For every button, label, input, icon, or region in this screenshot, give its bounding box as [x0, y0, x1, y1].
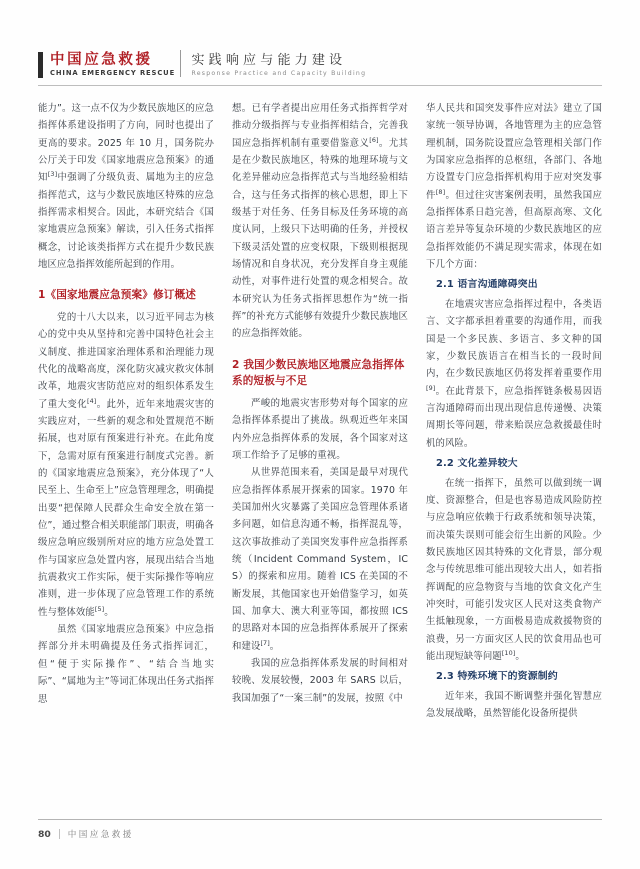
- paragraph: [38, 100, 214, 273]
- subsection-heading-2-1: 2.1 语言沟通障碍突出: [436, 279, 538, 291]
- text-column-2: [232, 100, 408, 790]
- paragraph: 我国的应急指挥体系发展的时间相对较晚、发展较慢，2003 年 SARS 以后，我国加强了“一案三制”的发展，按照《中: [232, 657, 408, 704]
- section-heading-2: 2 我国少数民族地区地震应急指挥体系的短板与不足: [232, 358, 405, 388]
- text-column-1: [38, 100, 214, 790]
- masthead-header: [38, 42, 602, 78]
- footer-journal-name: 中国应急救援: [67, 830, 134, 840]
- masthead-section-block: [191, 52, 366, 78]
- paragraph: [38, 309, 214, 621]
- paragraph-text: 想。已有学者提出应用任务式指挥哲学对推动分级指挥与专业指挥相结合，完善我国应急指挥机制有重要借鉴意义: [232, 103, 408, 149]
- reference-marker: [5]: [94, 604, 105, 613]
- page-number: 80: [38, 828, 51, 840]
- paragraph-text-end: 。: [515, 650, 525, 662]
- footer-separator: [59, 829, 60, 839]
- paragraph-text-end: 。: [269, 640, 280, 652]
- paragraph: 虽然《国家地震应急预案》中应急指挥部分并未明确提及任务式指挥词汇，但“便于实际操作”、“结合当地实际”、“属地为主”等词汇体现出任务式指挥思: [38, 624, 214, 705]
- masthead-section-cn: 实践响应与能力建设: [191, 53, 347, 68]
- masthead-divider: [180, 50, 181, 77]
- paragraph-text: 华人民共和国突发事件应对法》建立了国家统一领导协调，各地管理为主的应急管理机制，国务院设置应急管理相关部门作为国家应急指挥的总枢纽，各部门、各地方设置专门应急指挥机构用于应对突发事件: [426, 103, 602, 201]
- paragraph-text: 能力”。这一点不仅为少数民族地区的应急指挥体系建设指明了方向，同时也提出了更高的要求。2025 年 10 月，国务院办公厅关于印发《国家地震应急预案》的通知: [38, 103, 214, 184]
- masthead-brand-en: CHINA EMERGENCY RESCUE: [50, 69, 176, 77]
- masthead-brand-cn: 中国应急救援: [50, 52, 153, 68]
- article-columns: [38, 100, 602, 790]
- paragraph: [426, 100, 602, 273]
- paragraph-text: 在地震灾害应急指挥过程中，各类语言、文字都承担着重要的沟通作用，而我国是一个多民族、多语言、多文种的国家，少数民族语言在相当长的一段时间内，在少数民族地区仍将发挥着重要作用: [426, 298, 602, 380]
- paragraph-text: 党的十八大以来，以习近平同志为核心的党中央从坚持和完善中国特色社会主义制度、推进国家治理体系和治理能力现代化的战略高度，深化防灾减灾救灾体制改革，地震灾害防范应对的组织体系发生了重大变化: [38, 311, 214, 410]
- reference-marker: [7]: [260, 638, 270, 647]
- footer-rule: [38, 819, 602, 820]
- masthead-section-en: Response Practice and Capacity Building: [191, 70, 367, 77]
- section-heading-1: 1《国家地震应急预案》修订概述: [38, 289, 196, 302]
- reference-marker: [3]: [47, 170, 58, 179]
- page-footer: [38, 826, 134, 842]
- paragraph: [232, 464, 408, 655]
- reference-marker: [4]: [87, 396, 97, 405]
- subsection-heading-2-3: 2.3 特殊环境下的资源制约: [436, 671, 558, 683]
- paragraph-text-end: 。: [104, 606, 114, 618]
- paragraph: [232, 100, 408, 343]
- masthead-brand-block: [50, 52, 176, 78]
- paragraph: 近年来，我国不断调整并强化智慧应急发展战略，虽然智能化设备所提供: [426, 690, 602, 720]
- masthead-accent-bar: [38, 52, 43, 78]
- paragraph: [426, 296, 602, 452]
- paragraph-text-cont: 。在此背景下，应急指挥链条极易因语言沟通障碍而出现出现信息传递慢、决策周期长等问题，带来贻误应急救援最佳时机的风险。: [426, 385, 602, 449]
- text-column-3: [426, 100, 602, 790]
- paragraph-text: 在统一指挥下，虽然可以做到统一调度、资源整合，但是也容易造成风险防控与应急响应依赖于行政系统和领导决策，而决策失误则可能会衍生出新的风险。少数民族地区因其特殊的文化背景，部分观念与传统思维可能出现较大出人，如若指挥调配的应急物资与当地的饮食文化产生冲突时，可能引发灾区人民对这类食物产生抵触现象，一方面极易造成救援物资的浪费，另一方面灾区人民的饮食用品也可能出现短缺等问题: [426, 477, 602, 662]
- paragraph: 严峻的地震灾害形势对每个国家的应急指挥体系提出了挑战。纵观近些年来国内外应急指挥体系的发展，各个国家对这项工作给予了足够的重视。: [232, 397, 408, 461]
- paragraph: [426, 475, 602, 666]
- paragraph-text: 从世界范围来看，美国是最早对现代应急指挥体系展开探索的国家。1970 年美国加州火灾暴露了美国应急管理体系诸多问题，如信息沟通不畅，指挥混乱等，这次事故推动了美国突发事件应急指挥系统（Incident Command System，ICS）的探索和应用。随着 ICS 在美国的不断发展，其他国家也开始借鉴学习，如英国、加拿大、澳大利亚等国，都按照 ICS 的思路对本国的应急指挥体系展开了探索和建设: [232, 467, 408, 652]
- reference-marker: [6]: [369, 135, 379, 144]
- paragraph-text-cont: 。尤其是在少数民族地区，特殊的地理环境与文化差异催动应急指挥范式与当地经验相结合，这与任务式指挥的核心思想，即上下级基于对任务、任务目标及任务环境的高度认同，上级只下达明确的任务，并授权下级灵活处置的应变权限，下级则根据现场情况和自身状况，充分发挥自身主观能动性，对事件进行处置的观念相契合。故本研究认为任务式指挥思想作为“统一指挥”的补充方式能够有效提升少数民族地区的应急指挥效能。: [232, 137, 408, 340]
- reference-marker: [9]: [426, 383, 436, 392]
- paragraph-text-cont: 中强调了分级负责、属地为主的应急指挥范式，这与少数民族地区特殊的应急指挥需求相契合。因此，本研究结合《国家地震应急预案》解读，引入任务式指挥概念，讨论该类指挥方式在提升少数民族地区应急指挥效能所起到的作用。: [38, 172, 214, 271]
- subsection-heading-2-2: 2.2 文化差异较大: [436, 458, 518, 470]
- masthead-rule: [38, 85, 602, 86]
- paragraph-text-cont: 。但过往灾害案例表明，虽然我国应急指挥体系日趋完善，但高原高寒、文化语言差异等复杂环境的少数民族地区的应急指挥效能仍不满足现实需求，体现在如下几个方面：: [426, 189, 602, 271]
- reference-marker: [10]: [501, 648, 516, 657]
- reference-marker: [8]: [435, 187, 446, 196]
- paragraph-text-cont: 。此外，近年来地震灾害的实践应对，一些新的观念和处置规范不断拓展，也对原有预案进行补充。在此角度下，急需对原有预案进行制度式完善。新的《国家地震应急预案》，充分体现了“人民至上、生命至上”应急管理理念，明确提出要“把保障人民群众生命安全放在第一位”，通过整合相关职能部门职责，明确各级应急响应级别所对应的地方应急处置工作与国家应急处置内容，展现出结合当地抗震救灾工作实际，便于实际操作等响应准则，进一步体现了应急管理工作的系统性与整体效能: [38, 398, 214, 618]
